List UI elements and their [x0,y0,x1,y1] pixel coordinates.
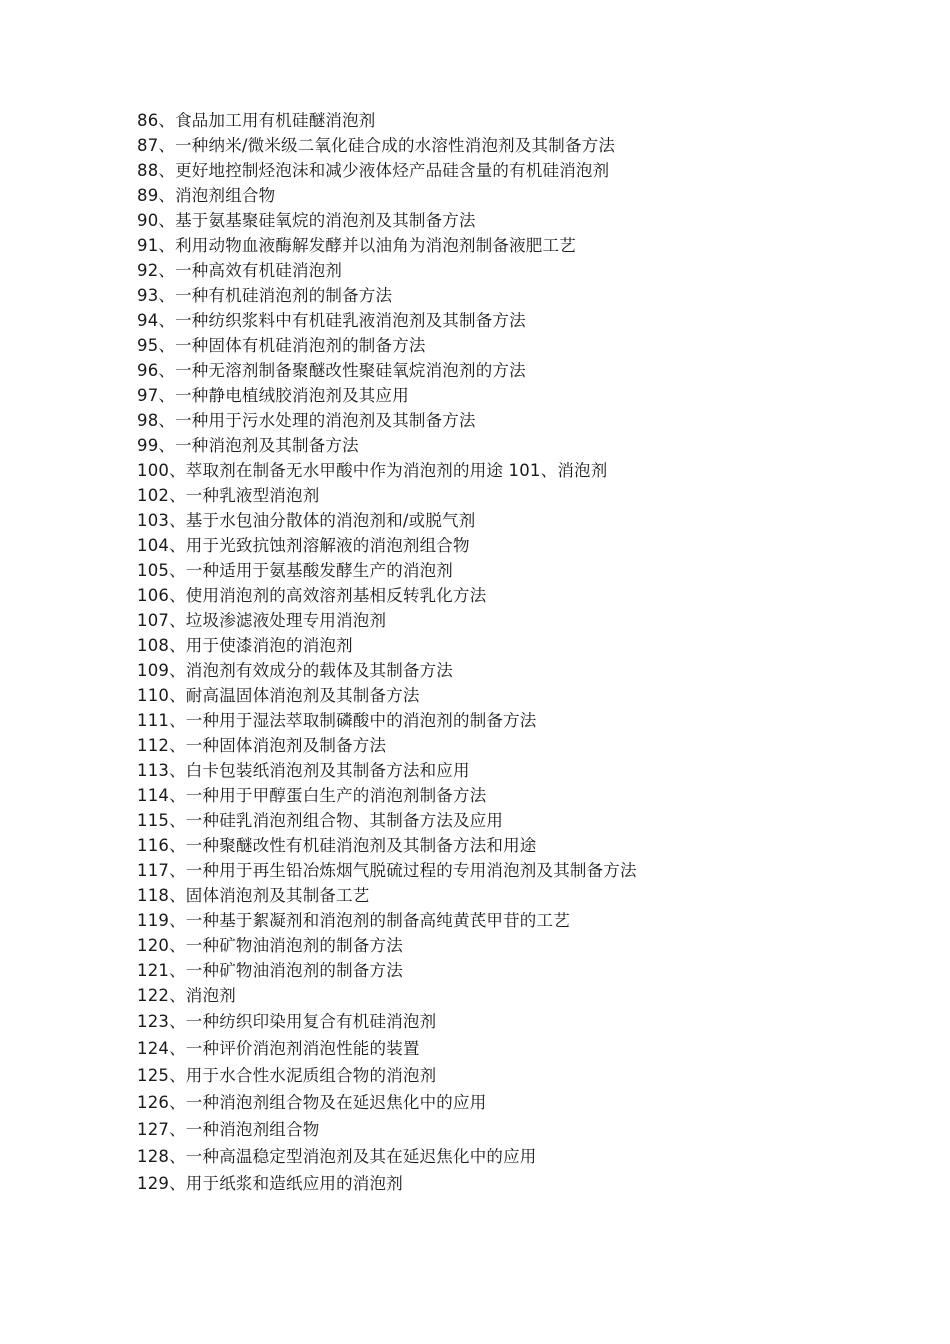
list-item: 116、一种聚醚改性有机硅消泡剂及其制备方法和用途 [137,836,537,855]
list-item: 93、一种有机硅消泡剂的制备方法 [137,286,393,305]
list-item: 108、用于使漆消泡的消泡剂 [137,636,353,655]
list-item: 126、一种消泡剂组合物及在延迟焦化中的应用 [137,1093,487,1112]
list-item: 121、一种矿物油消泡剂的制备方法 [137,961,403,980]
list-item: 112、一种固体消泡剂及制备方法 [137,736,387,755]
list-item: 120、一种矿物油消泡剂的制备方法 [137,936,403,955]
list-item: 125、用于水合性水泥质组合物的消泡剂 [137,1066,437,1085]
list-item: 123、一种纺织印染用复合有机硅消泡剂 [137,1012,437,1031]
list-item: 110、耐高温固体消泡剂及其制备方法 [137,686,420,705]
list-item: 94、一种纺织浆料中有机硅乳液消泡剂及其制备方法 [137,311,526,330]
list-item: 87、一种纳米/微米级二氧化硅合成的水溶性消泡剂及其制备方法 [137,136,616,155]
list-item: 105、一种适用于氨基酸发酵生产的消泡剂 [137,561,453,580]
list-item: 111、一种用于湿法萃取制磷酸中的消泡剂的制备方法 [137,711,537,730]
list-item: 122、消泡剂 [137,986,236,1005]
list-item: 95、一种固体有机硅消泡剂的制备方法 [137,336,426,355]
list-item: 124、一种评价消泡剂消泡性能的装置 [137,1039,420,1058]
list-item: 115、一种硅乳消泡剂组合物、其制备方法及应用 [137,811,504,830]
list-item: 103、基于水包油分散体的消泡剂和/或脱气剂 [137,511,476,530]
list-item: 127、一种消泡剂组合物 [137,1120,320,1139]
list-item: 100、萃取剂在制备无水甲酸中作为消泡剂的用途 101、消泡剂 [137,461,608,480]
list-item: 117、一种用于再生铅冶炼烟气脱硫过程的专用消泡剂及其制备方法 [137,861,637,880]
list-item: 104、用于光致抗蚀剂溶解液的消泡剂组合物 [137,536,470,555]
list-item: 129、用于纸浆和造纸应用的消泡剂 [137,1174,403,1193]
list-item: 90、基于氨基聚硅氧烷的消泡剂及其制备方法 [137,211,476,230]
list-item: 114、一种用于甲醇蛋白生产的消泡剂制备方法 [137,786,487,805]
list-item: 91、利用动物血液酶解发酵并以油角为消泡剂制备液肥工艺 [137,236,576,255]
list-item: 107、垃圾渗滤液处理专用消泡剂 [137,611,387,630]
list-item: 119、一种基于絮凝剂和消泡剂的制备高纯黄芪甲苷的工艺 [137,911,570,930]
list-item: 88、更好地控制烃泡沫和减少液体烃产品硅含量的有机硅消泡剂 [137,161,610,180]
list-item: 113、白卡包装纸消泡剂及其制备方法和应用 [137,761,470,780]
list-item: 99、一种消泡剂及其制备方法 [137,436,359,455]
list-item: 118、固体消泡剂及其制备工艺 [137,886,370,905]
item-list [137,108,897,1197]
list-item: 97、一种静电植绒胶消泡剂及其应用 [137,386,409,405]
list-item: 106、使用消泡剂的高效溶剂基相反转乳化方法 [137,586,487,605]
list-item: 96、一种无溶剂制备聚醚改性聚硅氧烷消泡剂的方法 [137,361,526,380]
list-item: 98、一种用于污水处理的消泡剂及其制备方法 [137,411,476,430]
list-item: 92、一种高效有机硅消泡剂 [137,261,343,280]
list-item: 102、一种乳液型消泡剂 [137,486,320,505]
list-item: 128、一种高温稳定型消泡剂及其在延迟焦化中的应用 [137,1147,537,1166]
list-item: 109、消泡剂有效成分的载体及其制备方法 [137,661,453,680]
list-item: 89、消泡剂组合物 [137,186,276,205]
list-item: 86、食品加工用有机硅醚消泡剂 [137,111,376,130]
